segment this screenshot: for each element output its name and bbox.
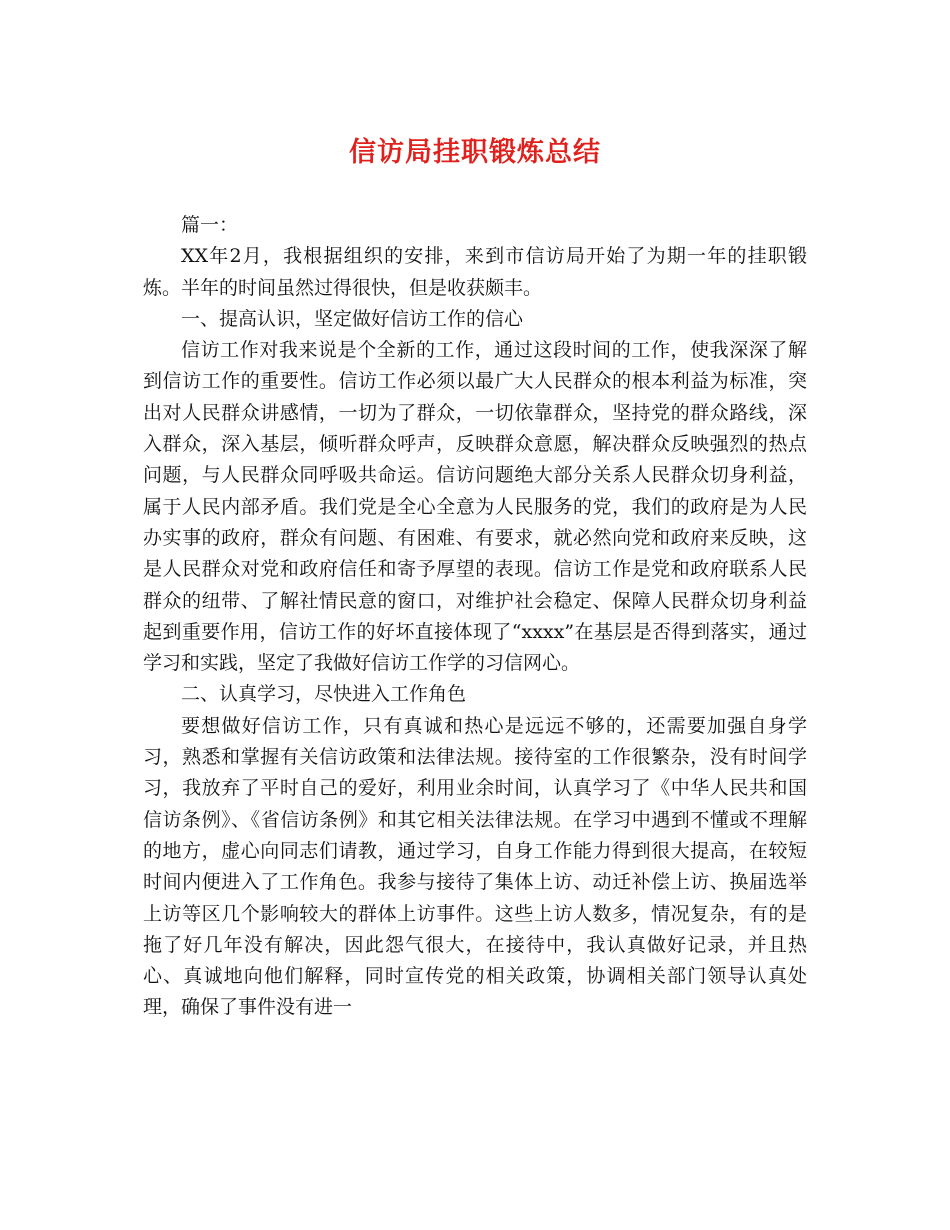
paragraph-section-label: 篇一：: [181, 214, 239, 236]
document-body: [143, 210, 807, 1024]
heading-section-two: 二、认真学习，尽快进入工作角色: [181, 683, 467, 706]
paragraph-section-two: 要想做好信访工作，只有真诚和热心是远远不够的，还需要加强自身学习，熟悉和掌握有关信访政策和法律法规。接待室的工作很繁杂，没有时间学习，我放弃了平时自己的爱好，利用业余时间，认真学习了《中华人民共和国信访条例》、《省信访条例》和其它相关法律法规。在学习中遇到不懂或不理解的地方，虚心向同志们请教，通过学习，自身工作能力得到很大提高，在较短时间内便进入了工作角色。我参与接待了集体上访、动迁补偿上访、换届选举上访等区几个影响较大的群体上访事件。这些上访人数多，情况复杂，有的是拖了好几年没有解决，因此怨气很大，在接待中，我认真做好记录，并且热心、真诚地向他们解释，同时宣传党的相关政策，协调相关部门领导认真处理，确保了事件没有进一: [143, 714, 807, 1019]
paragraph-section-one: 信访工作对我来说是个全新的工作，通过这段时间的工作，使我深深了解到信访工作的重要性。信访工作必须以最广大人民群众的根本利益为标准，突出对人民群众讲感情，一切为了群众，一切依靠群众，坚持党的群众路线，深入群众，深入基层，倾听群众呼声，反映群众意愿，解决群众反映强烈的热点问题，与人民群众同呼吸共命运。信访问题绝大部分关系人民群众切身利益，属于人民内部矛盾。我们党是全心全意为人民服务的党，我们的政府是为人民办实事的政府，群众有问题、有困难、有要求，就必然向党和政府来反映，这是人民群众对党和政府信任和寄予厚望的表现。信访工作是党和政府联系人民群众的纽带、了解社情民意的窗口，对维护社会稳定、保障人民群众切身利益起到重要作用，信访工作的好坏直接体现了“xxxx”在基层是否得到落实，通过学习和实践，坚定了我做好信访工作学的习信网心。: [143, 339, 807, 675]
heading-section-one: 一、提高认识，坚定做好信访工作的信心: [181, 307, 524, 330]
document-title: 信访局挂职锻炼总结: [349, 137, 601, 168]
paragraph-intro: XX年2月，我根据组织的安排，来到市信访局开始了为期一年的挂职锻炼。半年的时间虽然过得很快，但是收获颇丰。: [143, 245, 807, 299]
